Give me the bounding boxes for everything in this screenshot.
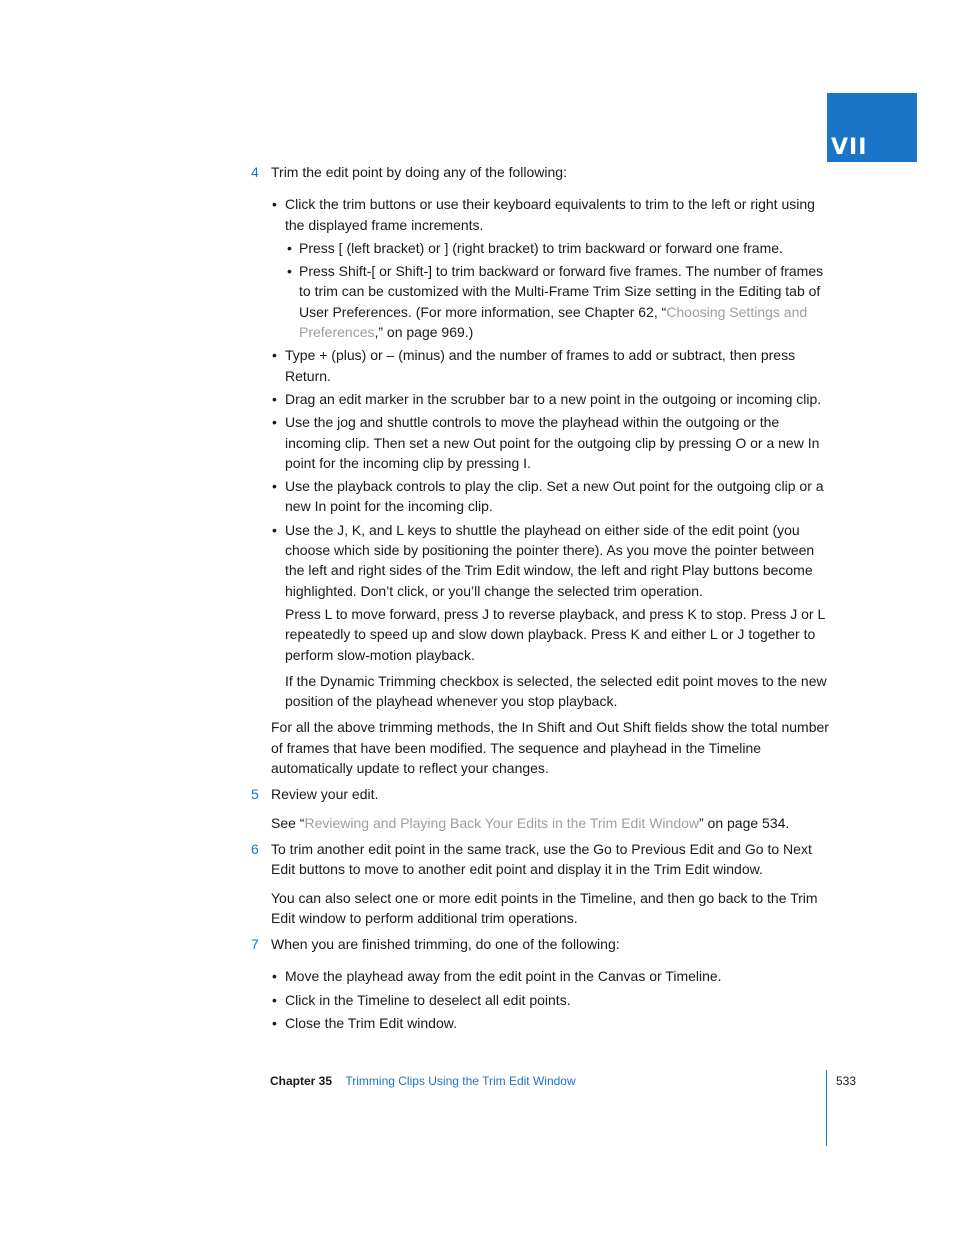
step-number: 7 [251, 936, 259, 953]
list-item-text: Close the Trim Edit window. [285, 1014, 457, 1031]
step-6 [250, 839, 830, 880]
bullet-icon: • [272, 390, 277, 407]
body-paragraph: For all the above trimming methods, the In Shift and Out Shift fields show the total number of frames that have been modified. The sequence and playhead in the Timeline automatically update to reflect your changes. [271, 719, 829, 777]
list-item-text: Click in the Timeline to deselect all edit points. [285, 991, 571, 1008]
footer-chapter-title[interactable]: Trimming Clips Using the Trim Edit Window [345, 1074, 576, 1088]
step-number: 6 [251, 840, 259, 857]
page-body [250, 160, 830, 1036]
part-tab-label: VII [831, 135, 868, 160]
list-item-text: Press Shift-[ or Shift-] to trim backward or forward five frames. The number of frames to trim can be customized with the Multi-Frame Trim Size setting in the Editing tab of User Preferences. (For more information, see Chapter 62, “ [299, 263, 824, 320]
list-item-text: Use the J, K, and L keys to shuttle the playhead on either side of the edit point (you choose which side by positioning the pointer there). As you move the pointer between the left and right sides of the Trim Edit window, the left and right Play buttons become highlighted. Don’t click, or you’ll change the selected trim operation. [285, 521, 815, 599]
cross-reference-link[interactable]: Reviewing and Playing Back Your Edits in the Trim Edit Window [304, 814, 699, 831]
list-item [250, 520, 830, 601]
bullet-icon: • [272, 1014, 277, 1031]
list-item [250, 389, 830, 409]
bullet-icon: • [287, 239, 292, 256]
list-item-paragraph: If the Dynamic Trimming checkbox is selected, the selected edit point moves to the new position of the playhead whenever you stop playback. [285, 672, 827, 710]
bullet-icon: • [272, 347, 277, 364]
list-item-paragraph: Press L to move forward, press J to reverse playback, and press K to stop. Press J or L repeatedly to speed up and slow down playback. Press K and either L or J together to perform slow-motion playback. [285, 605, 825, 663]
bullet-icon: • [272, 521, 277, 538]
step-4 [250, 162, 830, 182]
body-paragraph: You can also select one or more edit points in the Timeline, and then go back to the Trim Edit window to perform additional trim operations. [271, 889, 818, 926]
list-item [250, 345, 830, 386]
footer-divider [826, 1070, 827, 1146]
list-item-text-tail: ,” on page 969.) [374, 324, 474, 341]
bullet-icon: • [272, 414, 277, 431]
step-text: Review your edit. [271, 786, 379, 803]
part-tab [827, 93, 917, 162]
list-item [250, 412, 830, 473]
list-item [250, 966, 830, 986]
step-text: When you are finished trimming, do one of the following: [271, 936, 620, 953]
step-7 [250, 934, 830, 954]
step-number: 5 [251, 786, 259, 803]
cross-reference-link[interactable]: Choosing Settings and Preferences [299, 303, 808, 341]
see-also-paragraph [250, 813, 830, 833]
bullet-icon: • [287, 263, 292, 280]
sub-list-item [250, 261, 830, 342]
see-also-prefix: See “ [271, 814, 305, 831]
sub-list-item [250, 238, 830, 258]
bullet-icon: • [272, 196, 277, 213]
list-item-text: Press [ (left bracket) or ] (right bracket) to trim backward or forward one frame. [299, 239, 783, 256]
page-number: 533 [836, 1074, 857, 1088]
bullet-icon: • [272, 968, 277, 985]
list-item-text: Move the playhead away from the edit point in the Canvas or Timeline. [285, 968, 722, 985]
page-footer [270, 1073, 576, 1089]
list-item [250, 194, 830, 235]
list-item-text: Drag an edit marker in the scrubber bar to a new point in the outgoing or incoming clip. [285, 390, 822, 407]
bullet-icon: • [272, 478, 277, 495]
step-text: To trim another edit point in the same track, use the Go to Previous Edit and Go to Next Edit buttons to move to another edit point and display it in the Trim Edit window. [271, 840, 812, 878]
bullet-icon: • [272, 991, 277, 1008]
list-item-text: Type + (plus) or – (minus) and the number of frames to add or subtract, then press Return. [285, 347, 796, 384]
list-item [250, 990, 830, 1010]
list-item [250, 1013, 830, 1033]
list-item-text: Use the jog and shuttle controls to move the playhead within the outgoing or the incoming clip. Then set a new Out point for the outgoing clip by pressing O or a new In point for the incoming clip by pressing I. [285, 414, 820, 471]
step-number: 4 [251, 164, 259, 180]
step-5 [250, 784, 830, 804]
list-item-text: Click the trim buttons or use their keyboard equivalents to trim to the left or right using the displayed frame increments. [285, 196, 815, 233]
see-also-suffix: ” on page 534. [699, 814, 790, 831]
list-item-text: Use the playback controls to play the clip. Set a new Out point for the outgoing clip or a new In point for the incoming clip. [285, 478, 824, 515]
list-item [250, 476, 830, 517]
step-text: Trim the edit point by doing any of the following: [271, 164, 567, 180]
footer-chapter: Chapter 35 [270, 1074, 333, 1088]
